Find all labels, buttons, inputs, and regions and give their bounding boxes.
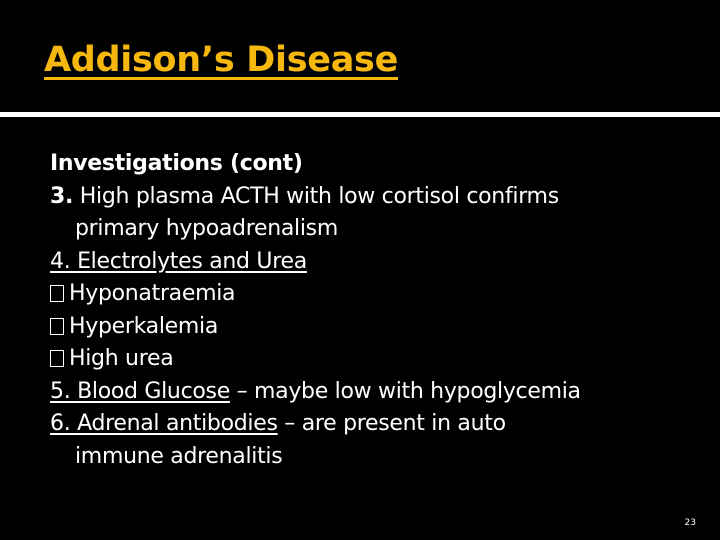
item-3-text: High plasma ACTH with low cortisol confirms: [73, 183, 559, 209]
item-3: [50, 181, 700, 214]
item-4: [50, 246, 700, 279]
section-heading: Investigations (cont): [50, 151, 303, 176]
bullet-text: Hyperkalemia: [69, 313, 219, 339]
item-6-continuation: immune adrenalitis: [75, 443, 283, 469]
bullet-item: [50, 343, 700, 376]
bullet-item: [50, 278, 700, 311]
item-6: [50, 408, 700, 441]
bullet-text: Hyponatraemia: [69, 281, 236, 306]
title-divider: [0, 112, 720, 117]
item-3-number: 3.: [50, 183, 74, 209]
bullet-box-icon: [50, 350, 64, 367]
item-5-text: – maybe low with hypoglycemia: [229, 378, 581, 404]
bullet-box-icon: [50, 318, 64, 335]
item-6-text: – are present in auto: [277, 411, 506, 436]
bullet-box-icon: [50, 285, 64, 302]
item-3-continuation: primary hypoadrenalism: [75, 216, 338, 241]
bullet-text: High urea: [69, 346, 174, 371]
item-5-label: 5. Blood Glucose: [50, 378, 230, 404]
page-number: 23: [684, 518, 696, 528]
item-4-text: 4. Electrolytes and Urea: [50, 248, 307, 274]
slide-body: [50, 148, 700, 473]
item-5: [50, 376, 700, 409]
bullet-item: [50, 311, 700, 344]
slide-title: Addison’s Disease: [44, 40, 399, 80]
item-6-label: 6. Adrenal antibodies: [50, 411, 278, 436]
